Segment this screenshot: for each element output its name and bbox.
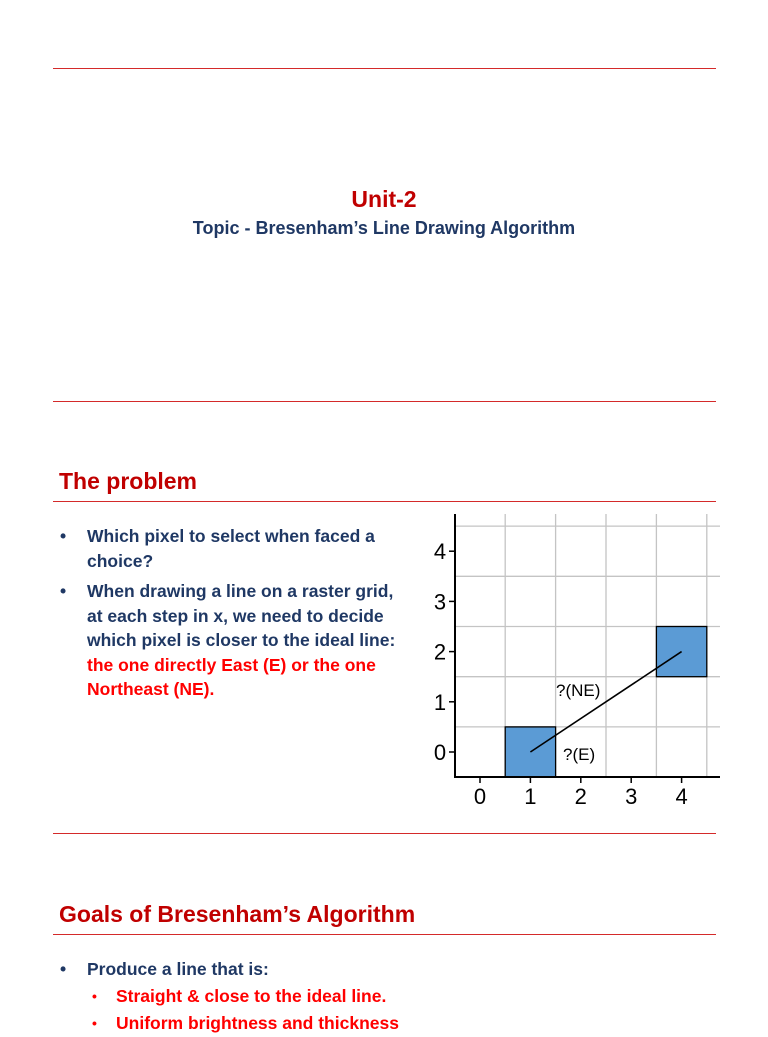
list-item [88, 983, 399, 1010]
y-tick-label: 3 [433, 589, 447, 615]
problem-heading: The problem [59, 468, 198, 494]
sub-bullet-text: Straight & close to the ideal line. [116, 986, 387, 1006]
y-tick-label: 1 [433, 689, 447, 715]
unit-title: Unit-2 [351, 186, 417, 212]
x-tick-label: 0 [473, 784, 487, 809]
y-tick-label: 0 [433, 740, 447, 765]
x-tick-label: 3 [625, 784, 638, 809]
bullet-highlight: the one directly East (E) or the one Northeast (NE). [87, 654, 376, 699]
pixel-cell [656, 627, 706, 677]
y-tick-label: 4 [433, 539, 447, 565]
bullet-text: When drawing a line on a raster grid, at each step in x, we need to decide which pixel is closer to the ideal line: [87, 581, 396, 650]
goals-bullets [58, 957, 698, 982]
y-ticks [434, 539, 455, 765]
x-tick-label: 4 [675, 784, 688, 809]
bullet-dot: • [60, 526, 67, 546]
topic-subtitle: Topic - Bresenham’s Line Drawing Algorithm [192, 218, 576, 238]
goals-sub-bullets [88, 983, 399, 1037]
goals-heading: Goals of Bresenham’s Algorithm [59, 901, 416, 927]
bullet-dot: • [60, 959, 67, 979]
sub-bullet-text: Uniform brightness and thickness [116, 1013, 399, 1033]
bullet-dot: • [60, 581, 67, 601]
ne-label: ?(NE) [556, 681, 601, 700]
slide-divider [53, 833, 716, 834]
x-tick-label: 2 [574, 784, 587, 809]
y-tick-label: 2 [433, 639, 447, 665]
x-tick-label: 1 [524, 784, 537, 809]
x-ticks [474, 777, 688, 809]
list-item [58, 957, 698, 982]
bullet-dot: • [92, 988, 97, 1004]
e-label: ?(E) [563, 745, 596, 764]
heading-underline [53, 934, 716, 935]
bullet-text: Which pixel to select when faced a choice? [87, 526, 375, 571]
bullet-text: Produce a line that is: [87, 959, 269, 979]
bullet-dot: • [92, 1015, 97, 1031]
